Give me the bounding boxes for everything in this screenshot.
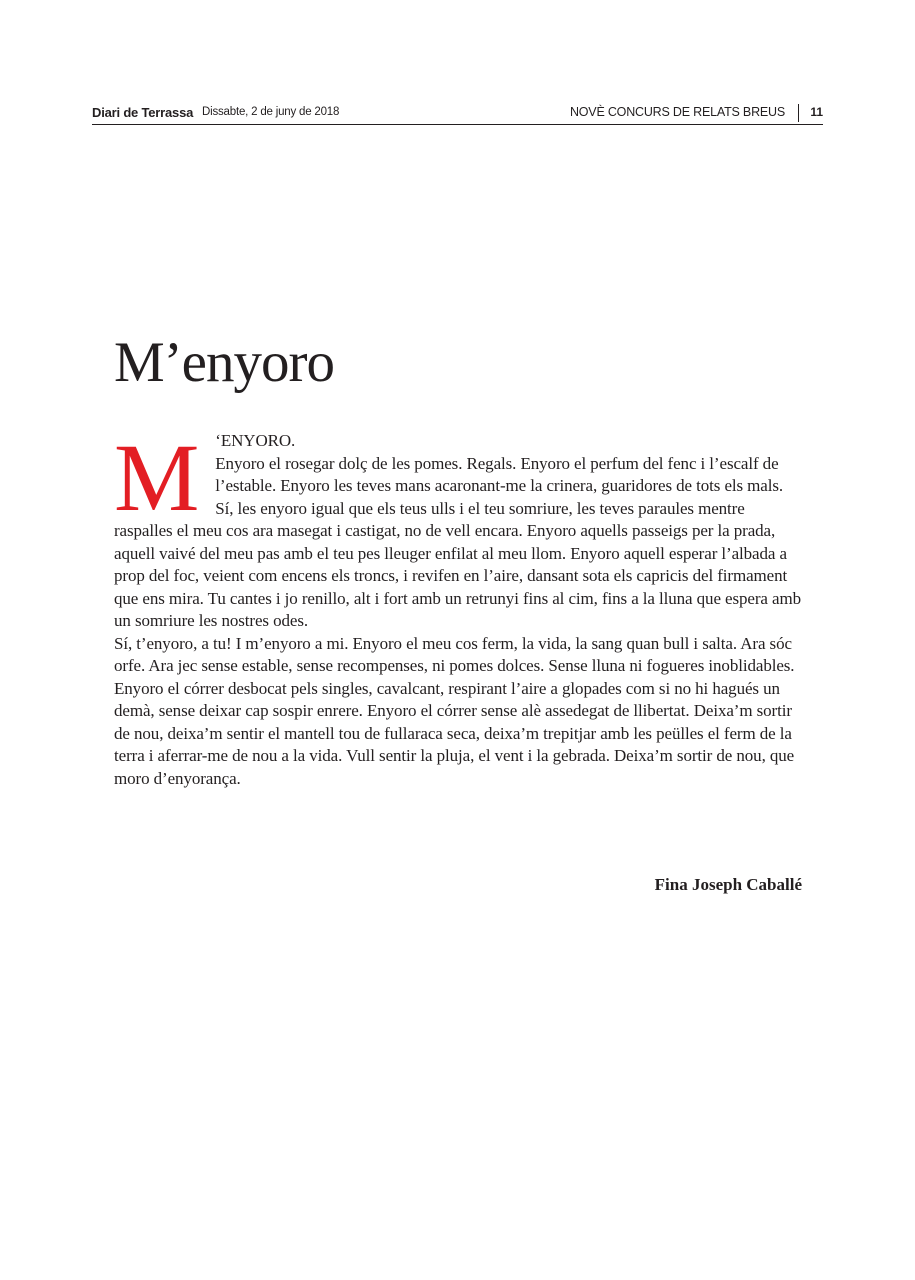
author-signature: Fina Joseph Caballé (654, 875, 802, 894)
article-body (114, 424, 804, 790)
header-divider (798, 104, 799, 122)
drop-cap: M (114, 424, 200, 531)
article-opening: ‘ENYORO. (215, 431, 296, 450)
article-paragraph-2: Sí, t’enyoro, a tu! I m’enyoro a mi. Enyoro el meu cos ferm, la vida, la sang quan bull i salta. Ara sóc orfe. Ara jec sense estable, sense recompenses, ni pomes dolces. Sense lluna ni fogueres inoblidables. Enyoro el córrer desbocat pels singles, cavalcant, respirant l’aire a glopades com si no hi hagués un demà, sense deixar cap sospir enrere. Enyoro el córrer sense alè assedegat de llibertat. Deixa’m sortir de nou, deixa’m sentir el mantell tou de fullaraca seca, deixa’m trepitjar amb les peülles el ferm de la terra i aferrar-me de nou a la vida. Vull sentir la pluja, el vent i la gebrada. Deixa’m sortir de nou, que moro d’enyorança. (114, 633, 795, 788)
page-number: 11 (810, 105, 823, 119)
issue-date: Dissabte, 2 de juny de 2018 (202, 106, 340, 118)
section-title: NOVÈ CONCURS DE RELATS BREUS (569, 105, 785, 119)
article-paragraph-1: Enyoro el rosegar dolç de les pomes. Regals. Enyoro el perfum del fenc i l’escalf de l’estable. Enyoro les teves mans acaronant-me la crinera, guaridores de tots els mals. Sí, les enyoro igual que els teus ulls i el teu somriure, les teves paraules mentre raspalles el meu cos ara masegat i castigat, no de vell encara. Enyoro aquells passeigs per la prada, aquell vaivé del meu pas amb el teu pes lleuger enfilat al meu llom. Enyoro aquell esperar l’albada a prop del foc, veient com encens els troncs, i revifen en l’aire, dansant sota els capricis del firmament que ens mira. Tu cantes i jo renillo, alt i fort amb un retrunyi fins al cim, fins a la lluna que espera amb un somriure les nostres odes. (114, 453, 801, 630)
page-header (92, 104, 823, 125)
article-title: M’enyoro (114, 331, 334, 394)
newspaper-name: Diari de Terrassa (92, 105, 194, 120)
